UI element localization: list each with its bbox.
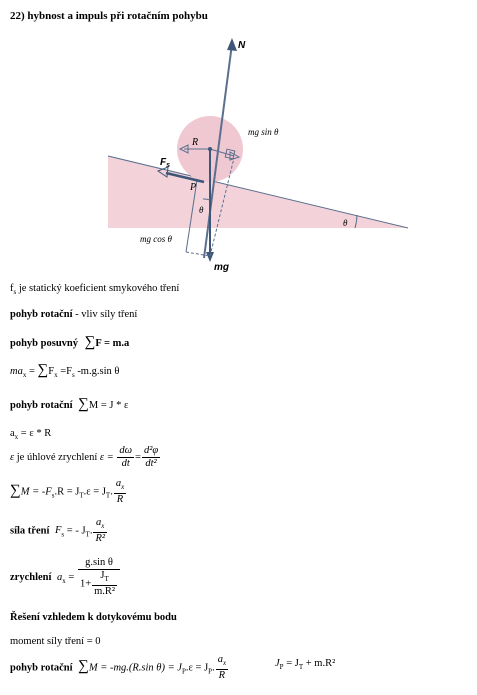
- label-theta-incline: θ: [343, 218, 348, 228]
- gravity-force-arrowhead: [206, 252, 214, 262]
- friction-force-line: síla tření $F_s$ = - $J_T$. $\frac{a_x}{\text{R²}}$: [10, 517, 106, 545]
- label-Fs: $F_s$: [160, 157, 171, 169]
- label-mgsin: mg sin θ: [248, 127, 279, 137]
- disk-center: [208, 147, 212, 151]
- label-P: P: [190, 182, 197, 193]
- ax-line: $a_x = \varepsilon * R$: [10, 428, 52, 442]
- acceleration-line: zrychlení $a_x$ = g.sin θ 1+ $\frac{J_T}{\text{m.R²}}$: [10, 557, 121, 598]
- rotation-moment-line: pohyb rotační ∑M = J * ε: [10, 396, 129, 412]
- rotation-contact-line: pohyb rotační ∑M = -mg.(R.sin $\theta) = J_P.\varepsilon = J_P$. $\frac{a_x}{R}$: [10, 654, 227, 682]
- rotation-friction-line: pohyb rotační - vliv síly tření: [10, 309, 138, 320]
- translation-line: pohyb posuvný ∑F = m.a: [10, 334, 130, 350]
- solution-heading: Řešení vzhledem k dotykovému bodu: [10, 612, 177, 623]
- label-theta-gravity: θ: [199, 205, 204, 215]
- page-heading: 22) hybnost a impuls při rotačním pohybu: [10, 10, 208, 22]
- epsilon-line: ε je úhlové zrychlení ε = $\frac{d\omega}{dt}$ = $\frac{\text{d²φ}}{\text{dt²}}$: [10, 445, 159, 469]
- jp-equation: $J_P = J_T + m.R^2$: [275, 658, 336, 672]
- sum-moment-line: $\sum M = -F_s.R = J_T.\varepsilon = J_T$. $\frac{a_x}{R}$: [10, 478, 125, 506]
- ma-equation-line: $ma_x = \sum F_x =F_s$ -m.g.sin θ: [10, 362, 120, 380]
- normal-force-arrowhead: [227, 38, 237, 51]
- fs-coefficient-line: $f_s$ je statický koeficient smykového tření: [10, 283, 180, 297]
- label-R: R: [192, 137, 199, 148]
- friction-moment-line: moment síly tření = 0: [10, 636, 101, 647]
- label-N: N: [238, 40, 246, 51]
- rolling-disk-diagram: [100, 30, 420, 275]
- label-mg: mg: [214, 262, 229, 273]
- label-mgcos: mg cos θ: [140, 234, 172, 244]
